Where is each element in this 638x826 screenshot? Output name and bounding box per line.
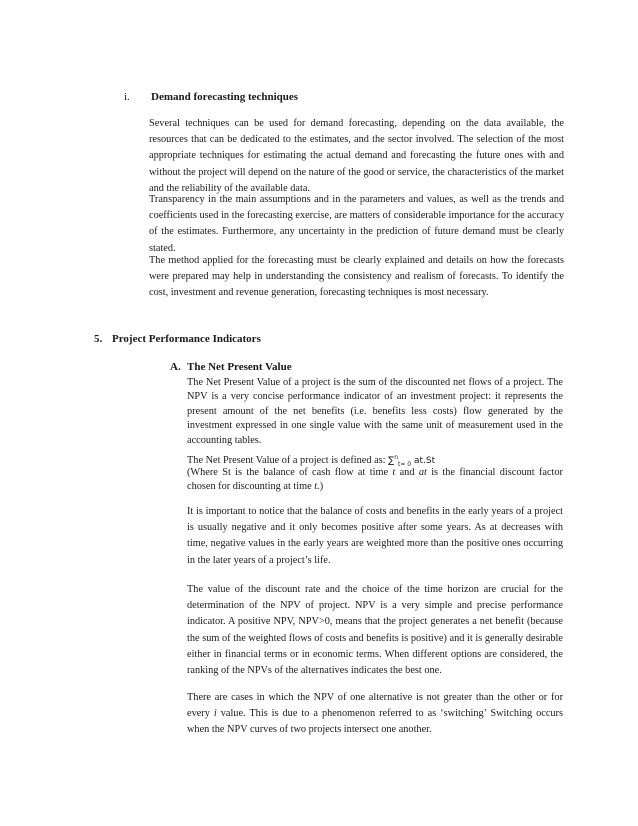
sum-upper-limit: n: [394, 454, 398, 461]
sum-lower-limit: t= 0: [398, 460, 412, 468]
paragraph-forecasting-techniques: Several techniques can be used for demand forecasting, depending on the data available, the resources that can be dedicated to the estimates, and the sector involved. The selection of the most appropriate techniques for estimating the actual demand and forecasting the future ones with and without the project will depend on the nature of the good or service, the characteristics of the market and the reliability of the available data.: [149, 118, 564, 194]
section-heading-demand-forecasting: Demand forecasting techniques: [151, 91, 299, 103]
switching-text: There are cases in which the NPV of one alternative is not greater than the other or for every: [187, 692, 563, 720]
paragraph-method: The method applied for the forecasting must be clearly explained and details on how the forecasts were prepared may help in understanding the consistency and realism of forecasts. To identify the cost, investment and revenue generation, forecasting techniques is most necessary.: [149, 255, 564, 299]
italic-i: i: [213, 708, 217, 720]
italic-at: at: [418, 467, 427, 478]
paragraph-transparency: Transparency in the main assumptions and in the parameters and values, as well as the trends and coefficients used in the forecasting exercise, are matters of considerable importance for the accuracy of the estimates. Furthermore, any uncertainty in the prediction of future demand must be clearly stated.: [149, 194, 564, 254]
paragraph-switching: [187, 690, 563, 739]
switching-text: value. This is due to a phenomenon referred to as ‘switching’ Switching occurs when the NPV curves of two projects intersect one another.: [187, 708, 563, 736]
subsection-heading-npv: The Net Present Value: [187, 361, 292, 373]
formula-expression: [388, 456, 435, 466]
explanation-text: and: [395, 467, 419, 478]
explanation-text: is the financial discount factor chosen for discounting at time: [187, 467, 563, 493]
section-number-5: 5.: [94, 333, 103, 345]
italic-t: t.: [314, 481, 320, 493]
formula-prefix: The Net Present Value of a project is defined as:: [187, 455, 389, 466]
explanation-text: ): [319, 481, 324, 493]
sum-symbol: ∑: [388, 456, 395, 466]
subsection-marker-a: A.: [170, 361, 181, 373]
section-heading-project-performance: Project Performance Indicators: [112, 333, 261, 345]
formula-explanation: [187, 466, 563, 495]
sum-term: at.St: [411, 456, 436, 466]
italic-t: t: [392, 467, 396, 478]
paragraph-early-years: It is important to notice that the balance of costs and benefits in the early years of a project is usually negative and it only becomes positive after some years. As at decreases with time, negative values in the early years are weighted more than the positive ones occurring in the later years of a project’s life.: [187, 506, 563, 566]
list-marker-i: i.: [124, 91, 130, 103]
paragraph-discount-rate: The value of the discount rate and the choice of the time horizon are crucial for the determination of the NPV of project. NPV is a very simple and precise performance indicator. A positive NPV, NPV>0, means that the project generates a net benefit (because the sum of the weighted flows of costs and benefits is positive) and it is generally desirable either in financial terms or in economic terms. When different options are considered, the ranking of the NPVs of the alternatives indicates the best one.: [187, 584, 563, 677]
paragraph-npv-definition: The Net Present Value of a project is the sum of the discounted net flows of a project. The NPV is a very concise performance indicator of an investment project: it represents the present amount of the net benefits (i.e. benefits less costs) flow generated by the investment expressed in one single value with the same unit of measurement used in the accounting tables.: [187, 377, 563, 446]
explanation-text: (Where St is the balance of cash flow at time: [187, 467, 393, 478]
